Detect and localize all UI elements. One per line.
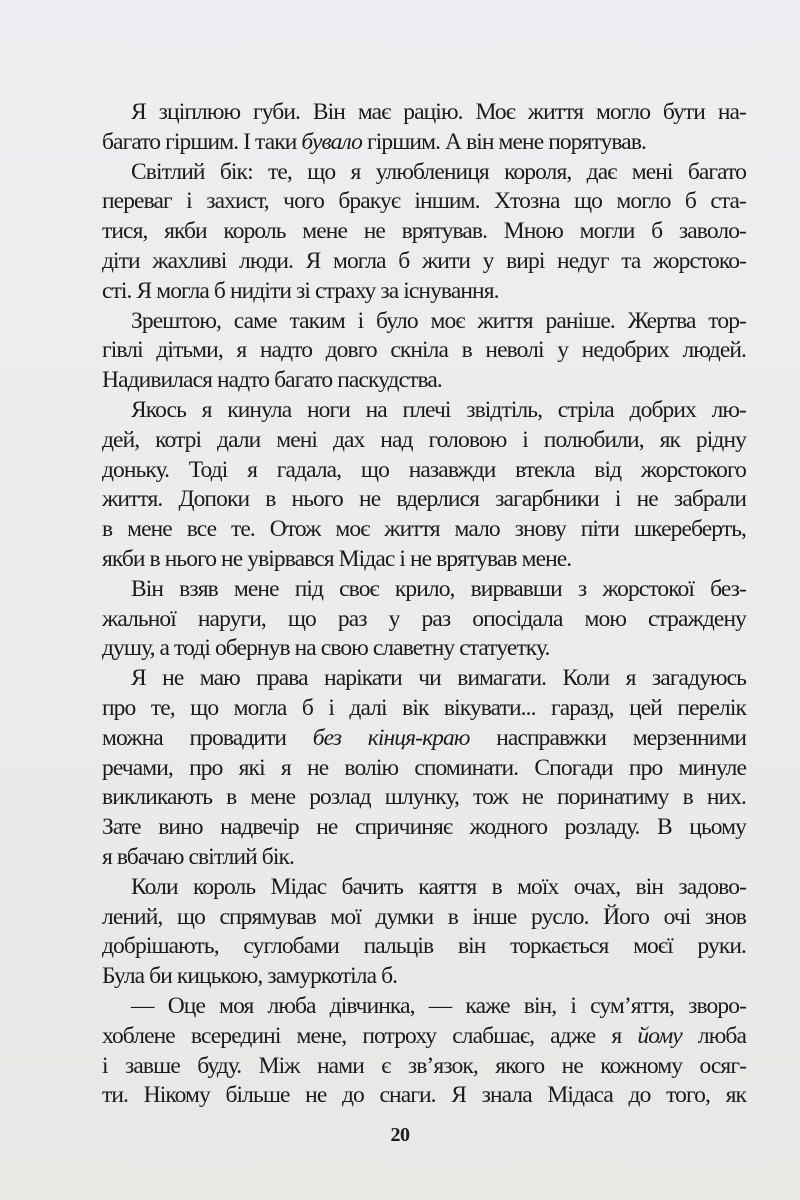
- text-line: в мене все те. Отож моє життя мало знову піти шкереберть,: [102, 516, 746, 543]
- text-line: доньку. Тоді я гадала, що назавжди втекла від жорстокого: [102, 456, 746, 483]
- text-line: і завше буду. Між нами є зв’язок, якого не кожному осяг-: [102, 1052, 746, 1079]
- text-line: якби в нього не увірвався Мідас і не врятував мене.: [102, 545, 572, 572]
- text-line: Я зціплюю губи. Він має рацію. Моє життя могло бути на-: [131, 99, 746, 125]
- paragraph: [102, 575, 746, 664]
- paragraph: [102, 307, 746, 396]
- text-run: хоблене всередині мене, потроху слабшає, адже я: [102, 1022, 638, 1049]
- paragraph: [102, 98, 746, 158]
- text-line: — Оце моя люба дівчинка, — каже він, і сум’яття, зворо-: [131, 992, 746, 1019]
- text-line: Якось я кинула ноги на плечі звідтіль, стріла добрих лю-: [131, 396, 746, 423]
- paragraph: [102, 664, 746, 873]
- text-line: тися, якби король мене не врятував. Мною могли б заволо-: [102, 218, 746, 245]
- text-line: [102, 1022, 746, 1052]
- text-line: гівлі дітьми, я надто довго скніла в неволі у недобрих людей.: [102, 337, 746, 364]
- paragraph: [102, 992, 746, 1111]
- italic-text-run: бувало: [301, 128, 363, 155]
- text-line: переваг і захист, чого бракує іншим. Хтозна що могло б ста-: [102, 188, 746, 215]
- text-run: люба: [681, 1022, 746, 1049]
- text-line: дей, котрі дали мені дах над головою і полюбили, як рідну: [102, 426, 746, 453]
- text-line: сті. Я могла б нидіти зі страху за існування.: [102, 277, 499, 304]
- text-line: Я не маю права нарікати чи вимагати. Коли я загадуюсь: [131, 665, 746, 692]
- text-line: [102, 128, 746, 158]
- paragraph: [102, 158, 746, 307]
- text-line: діти жахливі люди. Я могла б жити у вирі недуг та жорстоко-: [102, 247, 746, 274]
- text-line: Була би кицькою, замуркотіла б.: [102, 963, 398, 990]
- text-line: викликають в мене розлад шлунку, тож не поринатиму в них.: [102, 784, 746, 811]
- text-line: ти. Нікому більше не до снаги. Я знала Мідаса до того, як: [102, 1082, 746, 1109]
- text-line: речами, про які я не волію споминати. Спогади про минуле: [102, 754, 746, 781]
- text-line: Коли король Мідас бачить каяття в моїх очах, він задово-: [131, 873, 746, 900]
- text-line: про те, що могла б і далі вік вікувати... гаразд, цей перелік: [102, 694, 746, 721]
- text-line: Надивилася надто багато паскудства.: [102, 367, 442, 394]
- text-line: жальної наруги, що раз у раз опосідала мою страждену: [102, 605, 746, 632]
- text-line: Він взяв мене під своє крило, вирвавши з жорстокої без-: [131, 575, 746, 602]
- text-run: насправжки мерзенними: [469, 724, 746, 751]
- text-run: багато гіршим. І таки: [102, 128, 302, 155]
- text-line: я вбачаю світлий бік.: [102, 843, 294, 870]
- text-line: Світлий бік: те, що я улюблениця короля, дає мені багато: [131, 158, 746, 185]
- text-line: життя. Допоки в нього не вдерлися загарбники і не забрали: [102, 486, 746, 513]
- italic-text-run: без кінця-краю: [312, 724, 470, 751]
- text-line: Зрештою, саме таким і було моє життя раніше. Жертва тор-: [131, 307, 746, 334]
- text-line: душу, а тоді обернув на свою славетну статуетку.: [102, 635, 550, 662]
- text-line: Зате вино надвечір не спричиняє жодного розладу. В цьому: [102, 814, 746, 841]
- text-line: добрішають, суглобами пальців він торкається моєї руки.: [102, 933, 746, 960]
- paragraph: [102, 873, 746, 992]
- text-line: лений, що спрямував мої думки в інше русло. Його очі знов: [102, 903, 746, 930]
- italic-text-run: йому: [637, 1022, 682, 1049]
- book-page-text: [102, 98, 746, 1111]
- paragraph: [102, 396, 746, 575]
- text-line: [102, 724, 746, 754]
- text-run: гіршим. А він мене порятував.: [362, 128, 647, 155]
- page-number: 20: [390, 1124, 410, 1146]
- text-run: можна провадити: [102, 724, 313, 751]
